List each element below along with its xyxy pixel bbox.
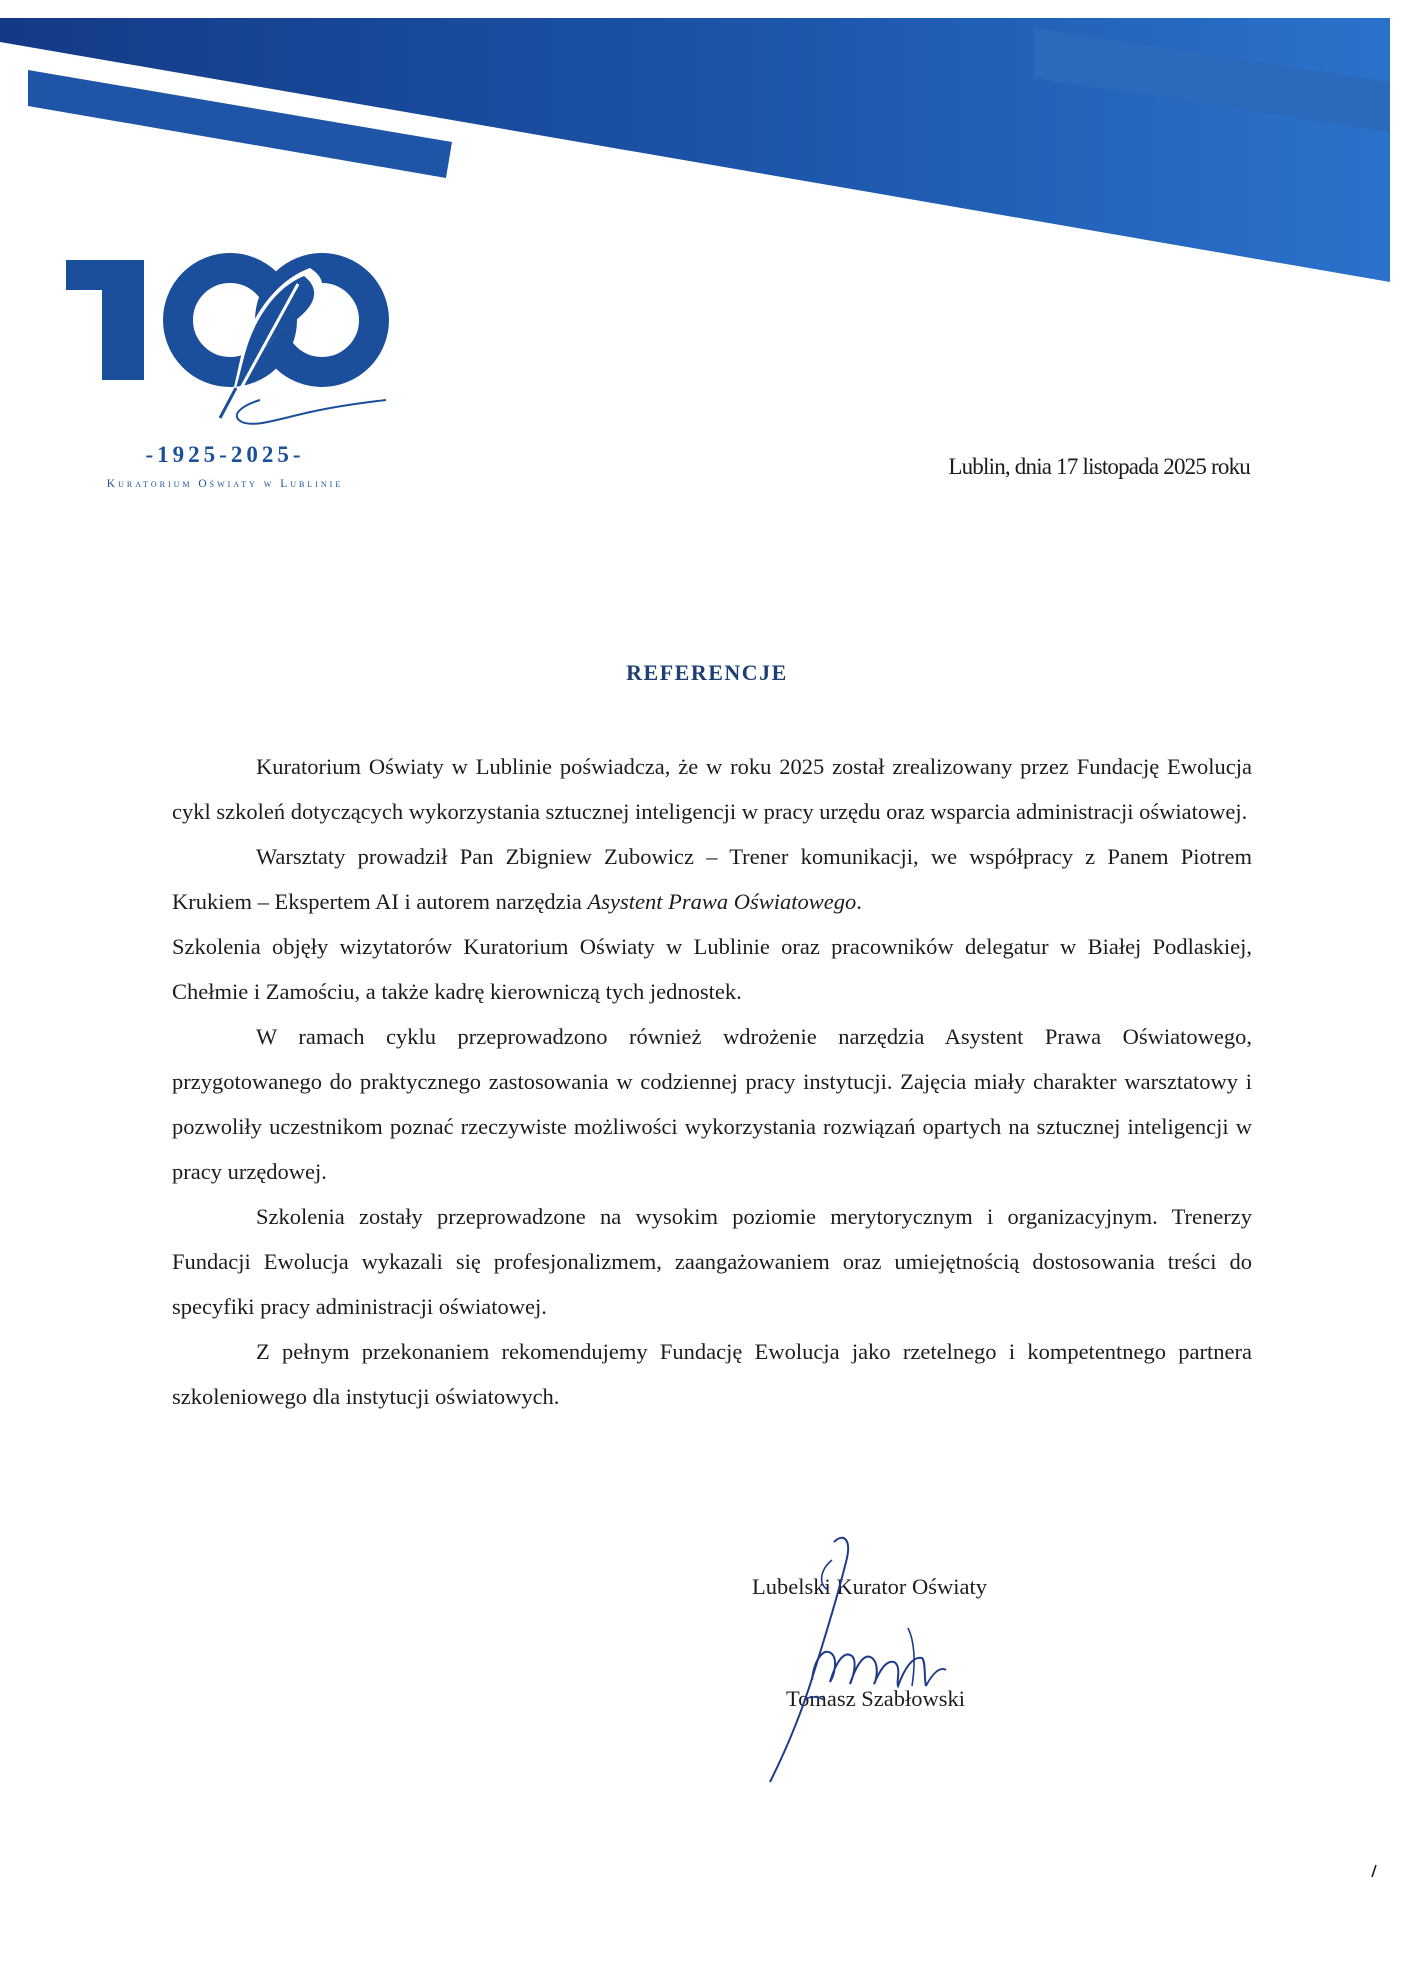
signatory-name: Tomasz Szabłowski xyxy=(786,1686,966,1711)
paragraph-text: Warsztaty prowadził Pan Zbigniew Zubowicz – Trener komunikacji, we współpracy z Panem Piotrem Krukiem – Ekspertem AI i autorem narzędzia xyxy=(172,844,1252,914)
paragraph xyxy=(172,834,1252,924)
handwritten-signature xyxy=(740,1530,1080,1790)
scan-mark xyxy=(1370,1864,1378,1878)
paragraph-text: . xyxy=(856,889,862,914)
centenary-logo xyxy=(60,240,390,500)
paragraph: Szkolenia objęły wizytatorów Kuratorium Oświaty w Lublinie oraz pracowników delegatur w Białej Podlaskiej, Chełmie i Zamościu, a także kadrę kierowniczą tych jednostek. xyxy=(172,934,1252,1004)
paragraph: Kuratorium Oświaty w Lublinie poświadcza, że w roku 2025 został zrealizowany przez Fundację Ewolucja cykl szkoleń dotyczących wykorzystania sztucznej inteligencji w pracy urzędu oraz wsparcia administracji oświatowej. xyxy=(172,754,1252,824)
paragraph: Szkolenia zostały przeprowadzone na wysokim poziomie merytorycznym i organizacyjnym. Trenerzy Fundacji Ewolucja wykazali się profesjonalizmem, zaangażowaniem oraz umiejętnością dostosowania treści do specyfiki pracy administracji oświatowej. xyxy=(172,1204,1252,1319)
logo-100-mark xyxy=(60,240,390,440)
logo-years: -1925-2025- xyxy=(145,442,305,467)
date-line: Lublin, dnia 17 listopada 2025 roku xyxy=(948,454,1250,479)
logo-institution-name: Kuratorium Oświaty w Lublinie xyxy=(106,478,344,490)
signatory-title: Lubelski Kurator Oświaty xyxy=(752,1574,987,1599)
tool-name: Asystent Prawa Oświatowego xyxy=(587,889,857,914)
letter-body xyxy=(172,744,1252,1419)
paragraph: Z pełnym przekonaniem rekomendujemy Fundację Ewolucja jako rzetelnego i kompetentnego partnera szkoleniowego dla instytucji oświatowych. xyxy=(172,1339,1252,1409)
signature-block xyxy=(740,1530,1080,1790)
paragraph: W ramach cyklu przeprowadzono również wdrożenie narzędzia Asystent Prawa Oświatowego, przygotowanego do praktycznego zastosowania w codziennej pracy instytucji. Zajęcia miały charakter warsztatowy i pozwoliły uczestnikom poznać rzeczywiste możliwości wykorzystania rozwiązań opartych na sztucznej inteligencji w pracy urzędowej. xyxy=(172,1024,1252,1184)
document-title: REFERENCJE xyxy=(626,660,788,685)
